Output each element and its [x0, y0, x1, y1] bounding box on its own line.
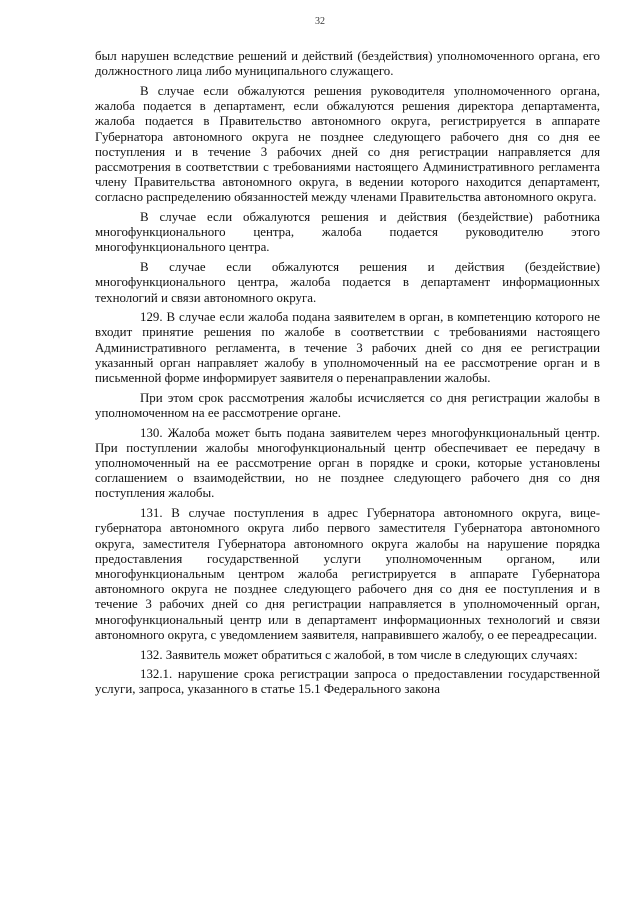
document-body — [95, 49, 600, 702]
paragraph-131: 131. В случае поступления в адрес Губернатора автономного округа, вице-губернатора автономного округа либо первого заместителя Губернатора автономного округа, заместителя Губернатора автономного округа жалобы на нарушение порядка предоставления государственной услуги уполномоченным органом, или многофункциональным центром жалоба регистрируется в аппарате Губернатора автономного округа не позднее следующего рабочего дня со дня ее поступления и в течение 3 рабочих дней со дня регистрации направляется в уполномоченный орган, многофункциональный центр или в департамент информационных технологий и связи автономного округа, с уведомлением заявителя, направившего жалобу, о ее переадресации. — [95, 506, 600, 642]
paragraph-complaint-routing: В случае если обжалуются решения руководителя уполномоченного органа, жалоба подается в департамент, если обжалуются решения директора департамента, жалоба подается в Правительство автономного округа, регистрируется в аппарате Губернатора автономного округа не позднее следующего рабочего дня со дня ее поступления и в течение 3 рабочих дней со дня регистрации направляется для рассмотрения в соответствии с требованиями настоящего Административного регламента члену Правительства автономного округа, в ведении которого находится департамент, согласно распределению обязанностей между членами Правительства автономного округа. — [95, 83, 600, 205]
paragraph-132-1: 132.1. нарушение срока регистрации запроса о предоставлении государственной услуги, запроса, указанного в статье 15.1 Федерального закона — [95, 667, 600, 697]
paragraph-mfc: В случае если обжалуются решения и действия (бездействие) многофункционального центра, жалоба подается в департамент информационных технологий и связи автономного округа. — [95, 260, 600, 305]
paragraph-continuation: был нарушен вследствие решений и действий (бездействия) уполномоченного органа, его должностного лица либо муниципального служащего. — [95, 49, 600, 79]
paragraph-130: 130. Жалоба может быть подана заявителем через многофункциональный центр. При поступлении жалобы многофункциональный центр обеспечивает ее передачу в уполномоченный на ее рассмотрение орган в порядке и сроки, которые установлены соглашением о взаимодействии, но не позднее следующего рабочего дня со дня поступления жалобы. — [95, 425, 600, 501]
paragraph-132: 132. Заявитель может обратиться с жалобой, в том числе в следующих случаях: — [140, 647, 578, 662]
paragraph-129: 129. В случае если жалоба подана заявителем в орган, в компетенцию которого не входит принятие решения по жалобе в соответствии с требованиями настоящего Административного регламента, в течение 3 рабочих дней со дня ее регистрации указанный орган направляет жалобу в уполномоченный на ее рассмотрение орган и в письменной форме информирует заявителя о перенаправлении жалобы. — [95, 310, 600, 386]
paragraph-129-term: При этом срок рассмотрения жалобы исчисляется со дня регистрации жалобы в уполномоченном на ее рассмотрение органе. — [95, 390, 600, 420]
paragraph-mfc-employee: В случае если обжалуются решения и действия (бездействие) работника многофункционального центра, жалоба подается руководителю этого многофункционального центра. — [95, 210, 600, 255]
page-number: 32 — [315, 16, 325, 27]
